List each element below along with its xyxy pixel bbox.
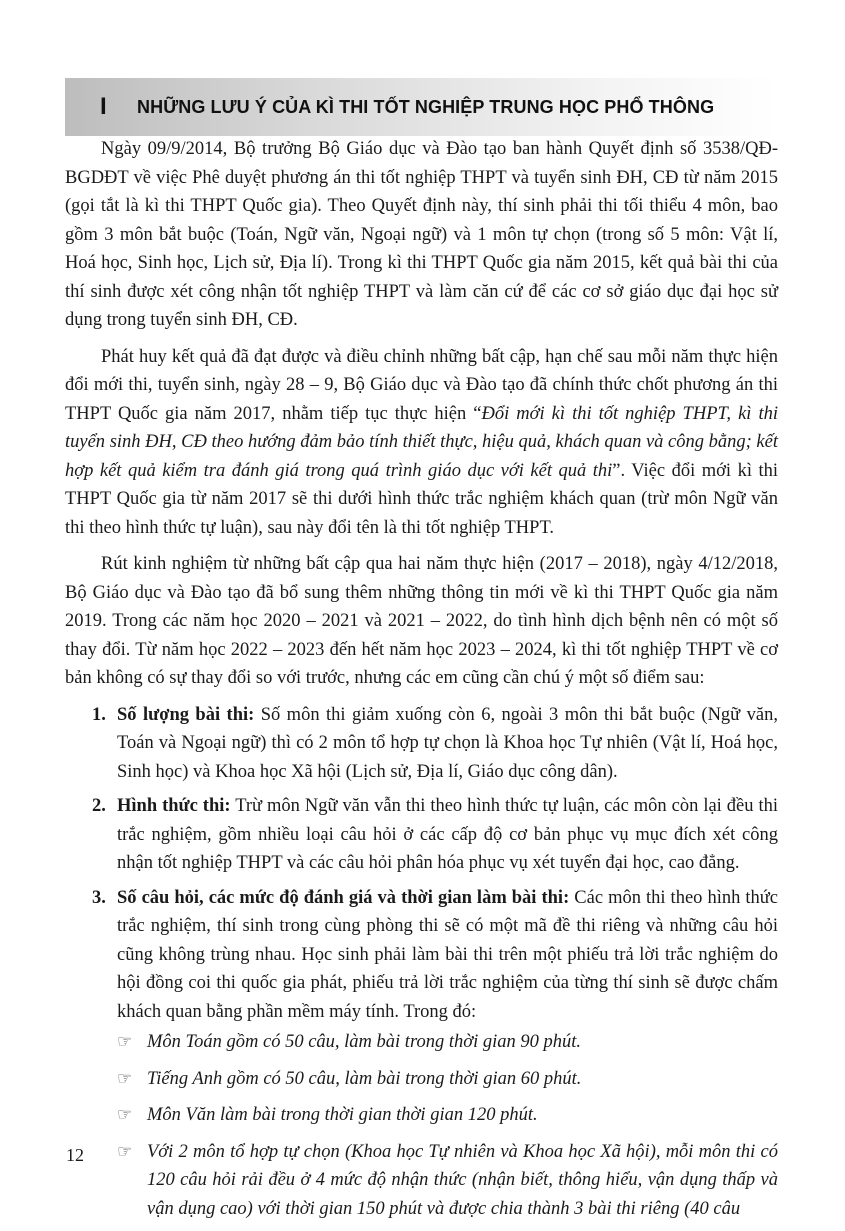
pointing-hand-icon: ☞ bbox=[117, 1141, 133, 1161]
rule-number: 1. bbox=[92, 704, 106, 725]
list-item bbox=[117, 1138, 778, 1224]
rules-list bbox=[65, 701, 778, 1224]
pointing-hand-icon: ☞ bbox=[117, 1105, 133, 1124]
list-item bbox=[117, 1065, 778, 1094]
rule-text: Các môn thi theo hình thức trắc nghiệm, thí sinh trong cùng phòng thi sẽ có một mã đề thi riêng và những câu hỏi cũng không trùng nhau. Học sinh phải làm bài thi trên một phiếu trả lời trắc nghiệm do hội đồng coi thi quốc gia phát, phiếu trả lời trắc nghiệm của từng thí sinh sẽ được chấm khách quan bằng phần mềm máy tính. Trong đó: bbox=[117, 887, 778, 1022]
paragraph-3: Rút kinh nghiệm từ những bất cập qua hai năm thực hiện (2017 – 2018), ngày 4/12/2018, Bộ Giáo dục và Đào tạo đã bổ sung thêm những thông tin mới về kì thi THPT Quốc gia năm 2019. Trong các năm học 2020 – 2021 và 2021 – 2022, do tình hình dịch bệnh nên có một số thay đổi. Từ năm học 2022 – 2023 đến hết năm học 2023 – 2024, kì thi tốt nghiệp THPT về cơ bản không có sự thay đổi so với trước, nhưng các em cũng cần chú ý một số điểm sau: bbox=[65, 554, 778, 688]
subitems-list bbox=[117, 1028, 778, 1223]
subitem-text: Môn Toán gồm có 50 câu, làm bài trong thời gian 90 phút. bbox=[147, 1032, 582, 1052]
list-item bbox=[117, 1101, 778, 1130]
paragraph-2-text-after: ”. Việc đổi mới kì thi THPT Quốc gia từ năm 2017 sẽ thi dưới hình thức trắc nghiệm khách quan (trừ môn Ngữ văn thi theo hình thức tự luận), sau này đổi tên là thi tốt nghiệp THPT. bbox=[65, 460, 778, 538]
section-number: I bbox=[100, 93, 107, 120]
rule-number: 3. bbox=[92, 887, 106, 908]
page-content bbox=[65, 135, 778, 1231]
pointing-hand-icon: ☞ bbox=[117, 1032, 133, 1051]
subitem-text: Với 2 môn tổ hợp tự chọn (Khoa học Tự nhiên và Khoa học Xã hội), mỗi môn thi có 120 câu hỏi rải đều ở 4 mức độ nhận thức (nhận biết, thông hiểu, vận dụng thấp và vận dụng cao) với thời gian 150 phút và được chia thành 3 bài thi riêng (40 câu bbox=[147, 1141, 778, 1219]
pointing-hand-icon: ☞ bbox=[117, 1068, 133, 1088]
list-item bbox=[117, 1028, 778, 1057]
rule-text: Số môn thi giảm xuống còn 6, ngoài 3 môn thi bắt buộc (Ngữ văn, Toán và Ngoại ngữ) thì có 2 môn tổ hợp tự chọn là Khoa học Tự nhiên (Vật lí, Hoá học, Sinh học) và Khoa học Xã hội (Lịch sử, Địa lí, Giáo dục công dân). bbox=[117, 704, 778, 782]
section-title: NHỮNG LƯU Ý CỦA KÌ THI TỐT NGHIỆP TRUNG HỌC PHỔ THÔNG bbox=[137, 97, 715, 117]
paragraph-2-quote: Đổi mới kì thi tốt nghiệp THPT, kì thi tuyển sinh ĐH, CĐ theo hướng đảm bảo tính thiết thực, hiệu quả, khách quan và công bằng; kết hợp kết quả kiểm tra đánh giá trong quá trình giáo dục với kết quả thi bbox=[65, 403, 778, 481]
rule-item bbox=[65, 792, 778, 878]
rule-item bbox=[65, 884, 778, 1224]
rule-number: 2. bbox=[92, 796, 106, 816]
rule-title: Số lượng bài thi: bbox=[117, 704, 255, 725]
subitem-text: Môn Văn làm bài trong thời gian thời gian 120 phút. bbox=[147, 1105, 538, 1125]
rule-text: Trừ môn Ngữ văn vẫn thi theo hình thức tự luận, các môn còn lại đều thi trắc nghiệm, gồm nhiều loại câu hỏi ở các cấp độ cơ bản phục vụ mục đích xét công nhận tốt nghiệp THPT và các câu hỏi phân hóa phục vụ xét tuyển đại học, cao đẳng. bbox=[117, 796, 778, 873]
paragraph-2-text-before: Phát huy kết quả đã đạt được và điều chỉnh những bất cập, hạn chế sau mỗi năm thực hiện đổi mới thi, tuyển sinh, ngày 28 – 9, Bộ Giáo dục và Đào tạo đã chính thức chốt phương án thi THPT Quốc gia năm 2017, nhằm tiếp tục thực hiện “ bbox=[65, 346, 778, 424]
paragraph-1: Ngày 09/9/2014, Bộ trưởng Bộ Giáo dục và Đào tạo ban hành Quyết định số 3538/QĐ-BGDĐT về việc Phê duyệt phương án thi tốt nghiệp THPT và tuyển sinh ĐH, CĐ từ năm 2015 (gọi tắt là kì thi THPT Quốc gia). Theo Quyết định này, thí sinh phải thi tối thiểu 4 môn, bao gồm 3 môn bắt buộc (Toán, Ngữ văn, Ngoại ngữ) và 1 môn tự chọn (trong số 5 môn: Vật lí, Hoá học, Sinh học, Lịch sử, Địa lí). Trong kì thi THPT Quốc gia năm 2015, kết quả bài thi của thí sinh được xét công nhận tốt nghiệp THPT và làm căn cứ để các cơ sở giáo dục đại học sử dụng trong tuyển sinh ĐH, CĐ. bbox=[65, 139, 778, 330]
page-number: 12 bbox=[66, 1145, 84, 1165]
subitem-text: Tiếng Anh gồm có 50 câu, làm bài trong thời gian 60 phút. bbox=[147, 1068, 582, 1089]
rule-title: Số câu hỏi, các mức độ đánh giá và thời gian làm bài thi: bbox=[117, 887, 570, 908]
rule-item bbox=[65, 701, 778, 787]
rule-title: Hình thức thi: bbox=[117, 796, 231, 816]
paragraph-2 bbox=[65, 343, 778, 543]
